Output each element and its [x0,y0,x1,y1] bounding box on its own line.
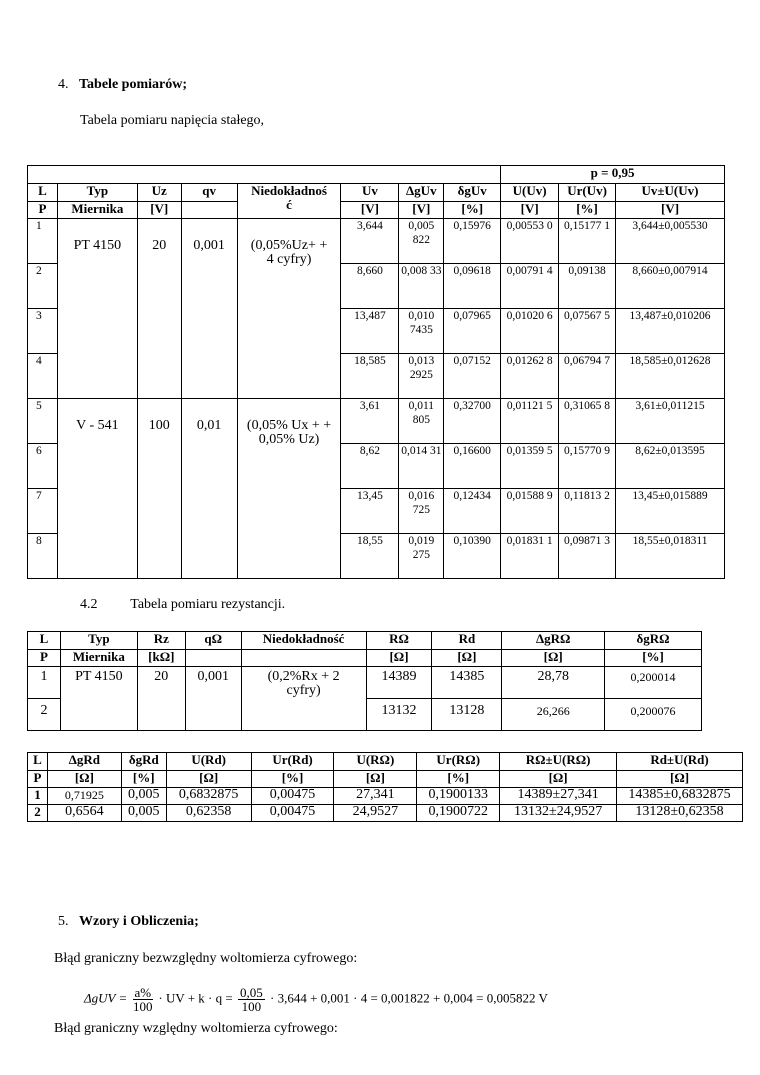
dgrd-unit: [Ω] [47,771,121,788]
rdpm-header: Rd±U(Rd) [617,753,743,771]
cell-ur: 0,15177 1 [559,219,616,264]
cell-ro: 13132 [366,699,432,731]
resistance-table [27,631,702,731]
lp-header-2: P [28,771,48,788]
ro-header: RΩ [366,632,432,650]
rd-unit: [Ω] [432,650,502,667]
calc2-text: Błąd graniczny względny woltomierza cyfrowego: [54,1021,338,1036]
group1-niedok: (0,05%Uz+ + 4 cyfry) [237,219,341,399]
rz-header: Rz [137,632,185,650]
table2-caption [80,597,285,613]
ropm-header: RΩ±U(RΩ) [500,753,617,771]
dguv-header: ΔgUv [399,184,444,202]
table-row [28,219,725,264]
cell-dg: 0,014 31 [399,444,444,489]
cell-u: 0,01359 5 [501,444,559,489]
uv-header: Uv [341,184,399,202]
cell-sg: 0,10390 [444,534,501,579]
uz-unit: [V] [137,202,181,219]
cell-pm: 3,61±0,011215 [616,399,725,444]
cell-uro: 24,9527 [334,805,417,822]
cell-pm: 8,62±0,013595 [616,444,725,489]
dgro-header: ΔgRΩ [502,632,605,650]
cell-uv: 18,55 [341,534,399,579]
sguv-unit: [%] [444,202,501,219]
cell-dg: 0,011 805 [399,399,444,444]
cell-uv: 18,585 [341,354,399,399]
cell-pm: 13,45±0,015889 [616,489,725,534]
table-row [28,805,743,822]
row-lp: 6 [28,444,58,489]
cell-rdpm: 13128±0,62358 [617,805,743,822]
section-title: Tabele pomiarów; [79,77,187,92]
cell-urd: 0,6832875 [166,788,251,805]
group-rz: 20 [137,667,185,731]
group2-niedok: (0,05% Ux + + 0,05% Uz) [237,399,341,579]
qv-header: qv [181,184,237,202]
formula-rhs: · 3,644 + 0,001 · 4 = 0,001822 + 0,004 = 0,005822 V [269,990,548,1006]
cell-pm: 18,55±0,018311 [616,534,725,579]
cell-uv: 3,644 [341,219,399,264]
cell-sg: 0,200014 [605,667,702,699]
uz-header: Uz [137,184,181,202]
dguv-unit: [V] [399,202,444,219]
group2-uz: 100 [137,399,181,579]
cell-ur: 0,09138 [559,264,616,309]
caption-number: 4.2 [80,597,98,612]
cell-pm: 13,487±0,010206 [616,309,725,354]
row-lp: 1 [28,788,48,805]
niedok-header: Niedokładność [241,632,366,650]
group1-qv: 0,001 [181,219,237,399]
cell-dg: 26,266 [502,699,605,731]
section-5-heading [58,914,199,930]
cell-sg: 0,005 [121,788,166,805]
uvpm-unit: [V] [616,202,725,219]
cell-rdpm: 14385±0,6832875 [617,788,743,805]
group2-qv: 0,01 [181,399,237,579]
cell-u: 0,01831 1 [501,534,559,579]
uvpm-header: Uv±U(Uv) [616,184,725,202]
urd-header: U(Rd) [166,753,251,771]
row-lp: 1 [28,219,58,264]
cell-sg: 0,16600 [444,444,501,489]
miernika-header: Miernika [60,650,137,667]
cell-uv: 13,45 [341,489,399,534]
resistance-uncertainty-table [27,752,743,822]
lp-header: L [28,632,61,650]
lp-header-2: P [28,650,61,667]
section-number: 4. [58,77,69,92]
section-number: 5. [58,914,69,929]
cell-rd: 14385 [432,667,502,699]
cell-ur: 0,31065 8 [559,399,616,444]
group-typ: PT 4150 [60,667,137,731]
cell-ur: 0,07567 5 [559,309,616,354]
fraction-1: $\frac{a\%}{100}$ [133,985,153,1014]
urro-unit: [%] [417,771,500,788]
uro-unit: [Ω] [334,771,417,788]
group-niedok: (0,2%Rx + 2 cyfry) [241,667,366,731]
sguv-header: δgUv [444,184,501,202]
cell-dg: 28,78 [502,667,605,699]
group1-typ: PT 4150 [57,219,137,399]
group1-uz: 20 [137,219,181,399]
sgro-header: δgRΩ [605,632,702,650]
cell-rd: 13128 [432,699,502,731]
cell-ropm: 13132±24,9527 [500,805,617,822]
table-row [28,399,725,444]
row-lp: 4 [28,354,58,399]
cell-urro: 0,1900133 [417,788,500,805]
cell-u: 0,00791 4 [501,264,559,309]
voltage-table [27,165,725,579]
lp-header-2: P [28,202,58,219]
cell-dg: 0,008 33 [399,264,444,309]
cell-uv: 8,62 [341,444,399,489]
cell-uv: 8,660 [341,264,399,309]
uruv-unit: [%] [559,202,616,219]
uro-header: U(RΩ) [334,753,417,771]
ropm-unit: [Ω] [500,771,617,788]
cell-urd: 0,62358 [166,805,251,822]
sgro-unit: [%] [605,650,702,667]
urrd-header: Ur(Rd) [251,753,334,771]
urro-header: Ur(RΩ) [417,753,500,771]
qo-unit-blank [185,650,241,667]
cell-ur: 0,06794 7 [559,354,616,399]
dgrd-header: ΔgRd [47,753,121,771]
qv-unit-blank [181,202,237,219]
ro-unit: [Ω] [366,650,432,667]
dgro-unit: [Ω] [502,650,605,667]
cell-dg: 0,016 725 [399,489,444,534]
table1-caption: Tabela pomiaru napięcia stałego, [80,113,265,128]
sgrd-header: δgRd [121,753,166,771]
cell-u: 0,01262 8 [501,354,559,399]
uv-unit: [V] [341,202,399,219]
table-row [28,667,702,699]
urd-unit: [Ω] [166,771,251,788]
formula-lhs: ΔgUV = [84,990,128,1006]
table1-blank-cell [28,166,501,184]
typ-header: Typ [60,632,137,650]
row-lp: 5 [28,399,58,444]
cell-u: 0,01020 6 [501,309,559,354]
qo-header: qΩ [185,632,241,650]
formula-mid: · UV + k · q = [158,990,233,1006]
cell-ur: 0,11813 2 [559,489,616,534]
uuv-unit: [V] [501,202,559,219]
cell-uv: 13,487 [341,309,399,354]
niedokladnosc-header: Niedokładnoś ć [237,184,341,219]
calc1-text: Błąd graniczny bezwzględny woltomierza cyfrowego: [54,951,358,966]
p-label: p = 0,95 [501,166,725,184]
cell-dg: 0,005 822 [399,219,444,264]
cell-urrd: 0,00475 [251,788,334,805]
rz-unit: [kΩ] [137,650,185,667]
cell-pm: 18,585±0,012628 [616,354,725,399]
cell-dg: 0,019 275 [399,534,444,579]
cell-pm: 3,644±0,005530 [616,219,725,264]
urrd-unit: [%] [251,771,334,788]
cell-dg: 0,71925 [47,788,121,805]
cell-urro: 0,1900722 [417,805,500,822]
miernika-header: Miernika [57,202,137,219]
cell-pm: 8,660±0,007914 [616,264,725,309]
cell-dg: 0,013 2925 [399,354,444,399]
typ-header: Typ [57,184,137,202]
cell-u: 0,00553 0 [501,219,559,264]
cell-uv: 3,61 [341,399,399,444]
rdpm-unit: [Ω] [617,771,743,788]
cell-dg: 0,6564 [47,805,121,822]
row-lp: 7 [28,489,58,534]
cell-ropm: 14389±27,341 [500,788,617,805]
cell-u: 0,01588 9 [501,489,559,534]
cell-sg: 0,15976 [444,219,501,264]
formula [84,986,548,1013]
cell-ur: 0,09871 3 [559,534,616,579]
row-lp: 3 [28,309,58,354]
sgrd-unit: [%] [121,771,166,788]
lp-header: L [28,753,48,771]
group2-typ: V - 541 [57,399,137,579]
row-lp: 2 [28,805,48,822]
fraction-2: $\frac{0,05}{100}$ [239,985,263,1014]
row-lp: 2 [28,699,61,731]
cell-sg: 0,07152 [444,354,501,399]
cell-ur: 0,15770 9 [559,444,616,489]
row-lp: 8 [28,534,58,579]
cell-ro: 14389 [366,667,432,699]
cell-sg: 0,005 [121,805,166,822]
niedok-unit-blank [241,650,366,667]
row-lp: 2 [28,264,58,309]
rd-header: Rd [432,632,502,650]
lp-header: L [28,184,58,202]
cell-sg: 0,200076 [605,699,702,731]
table-row [28,788,743,805]
row-lp: 1 [28,667,61,699]
cell-sg: 0,32700 [444,399,501,444]
cell-sg: 0,12434 [444,489,501,534]
cell-sg: 0,09618 [444,264,501,309]
cell-dg: 0,010 7435 [399,309,444,354]
section-title: Wzory i Obliczenia; [79,914,199,929]
group-qo: 0,001 [185,667,241,731]
caption-text: Tabela pomiaru rezystancji. [130,597,286,612]
uuv-header: U(Uv) [501,184,559,202]
section-4-heading [58,77,187,93]
cell-u: 0,01121 5 [501,399,559,444]
uruv-header: Ur(Uv) [559,184,616,202]
cell-urrd: 0,00475 [251,805,334,822]
cell-uro: 27,341 [334,788,417,805]
cell-sg: 0,07965 [444,309,501,354]
